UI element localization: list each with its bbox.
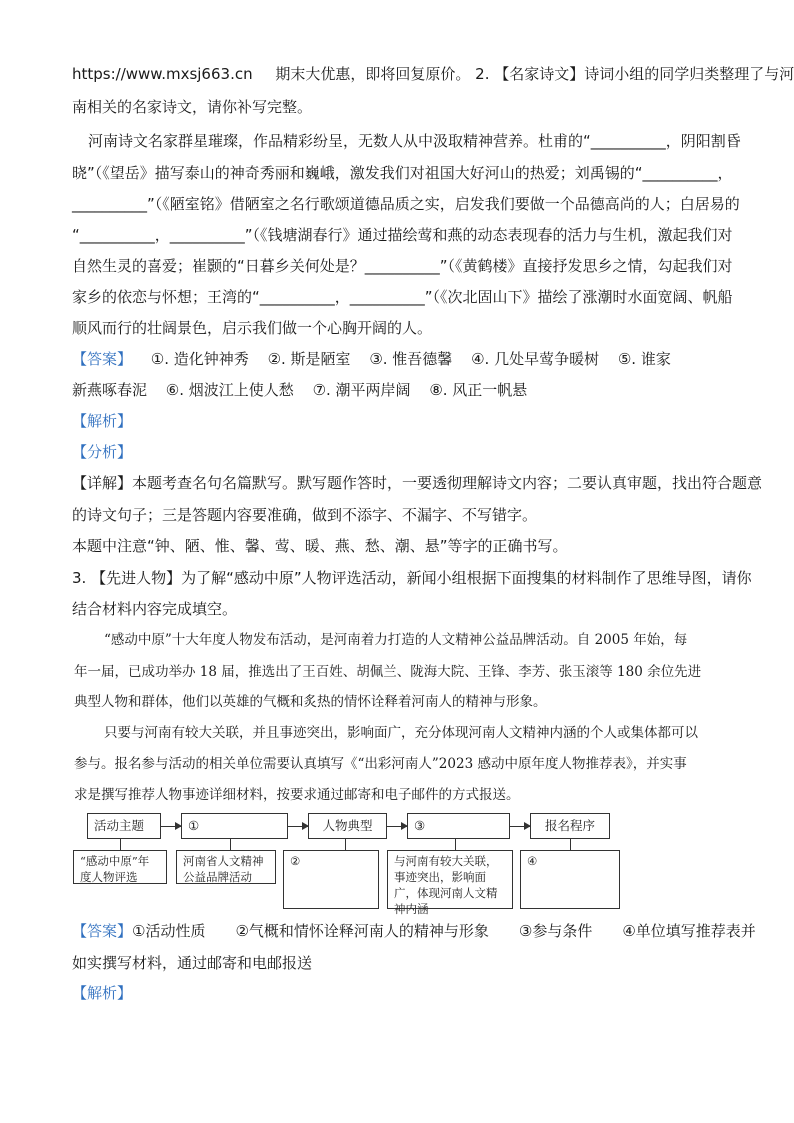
q3-title: 3. 【先进人物】为了解“感动中原”人物评选活动，新闻小组根据下面搜集的材料制作了思维导图，请你 (72, 569, 752, 587)
q2-passage-line: 河南诗文名家群星璀璨，作品精彩纷呈，无数人从中汲取精神营养。杜甫的“__________，阴阳割昏 (88, 132, 741, 150)
q2-title-cont: 南相关的名家诗文，请你补写完整。 (72, 98, 313, 116)
material-line: 求是撰写推荐人物事迹详细材料，按要求通过邮寄和电子邮件的方式报送。 (74, 787, 520, 803)
answer-label: 【答案】 (72, 922, 133, 940)
q2-passage-line: 顺风而行的壮阔景色，启示我们做一个心胸开阔的人。 (72, 319, 433, 337)
material-line: 只要与河南有较大关联，并且事迹突出，影响面广，充分体现河南人文精神内涵的个人或集体都可以 (104, 725, 698, 741)
jiexi-label: 【解析】 (72, 984, 133, 1002)
header-line (72, 64, 794, 84)
q3-answer-line: 【答案】①活动性质 ②气概和情怀诠释河南人的精神与形象 ③参与条件 ④单位填写推荐表并 (72, 922, 756, 940)
map-node-process: 报名程序 (530, 813, 610, 839)
answer-item: ⑧. 风正一帆悬 (429, 381, 528, 399)
map-arrow (387, 826, 407, 827)
q3-title-cont: 结合材料内容完成填空。 (72, 600, 238, 618)
map-connector (120, 839, 121, 850)
answer-item: ①. 造化钟神秀 (150, 350, 249, 368)
q2-passage-line: 家乡的依恋与怀想；王湾的“__________，__________”（《次北固山下》描绘了涨潮时水面宽阔、帆船 (72, 288, 733, 306)
detail-line: 的诗文句子；三是答题内容要准确，做到不添字、不漏字、不写错字。 (72, 506, 538, 524)
map-leaf-theme: “感动中原”年度人物评选 (73, 850, 167, 884)
header-url[interactable]: https://www.mxsj663.cn (72, 65, 253, 83)
answer-item: ④. 几处早莺争暖树 (471, 350, 600, 368)
material-line: 典型人物和群体，他们以英雄的气概和炙热的情怀诠释着河南人的精神与形象。 (74, 694, 547, 710)
jiexi-label: 【解析】 (72, 412, 133, 430)
map-leaf-nature: 河南省人文精神公益品牌活动 (176, 850, 276, 884)
map-leaf-blank-4: ④ (520, 850, 620, 909)
map-arrow (161, 826, 181, 827)
map-connector (570, 839, 571, 850)
material-line: 年一届，已成功举办 18 届，推选出了王百姓、胡佩兰、陇海大院、王锋、李芳、张玉滚等 180 余位先进 (74, 664, 702, 680)
q3-answer-line: 如实撰写材料，通过邮寄和电邮报送 (72, 954, 313, 972)
answer-label: 【答案】 (72, 350, 133, 368)
answer-item: ②. 斯是陋室 (267, 350, 351, 368)
answer-item: 新燕啄春泥 (72, 381, 148, 399)
map-leaf-condition: 与河南有较大关联，事迹突出，影响面广，体现河南人文精神内涵 (387, 850, 513, 909)
answer-item: ⑥. 烟波江上使人愁 (165, 381, 294, 399)
map-connector (345, 839, 346, 850)
detail-line: 本题中注意“钟、陋、惟、馨、莺、暖、燕、愁、潮、悬”等字的正确书写。 (72, 537, 568, 555)
q2-passage-line: “__________，__________”（《钱塘湖春行》通过描绘莺和燕的动态表现春的活力与生机，激起我们对 (72, 226, 733, 244)
answer-item: ⑦. 潮平两岸阔 (312, 381, 411, 399)
map-leaf-blank-2: ② (283, 850, 379, 909)
q2-title: 2. 【名家诗文】诗词小组的同学归类整理了与河 (475, 65, 794, 83)
q2-passage-line: __________”（《陋室铭》借陋室之名行歌颂道德品质之实，启发我们要做一个品德高尚的人；白居易的 (72, 195, 740, 213)
answer-item: ⑤. 谁家 (617, 350, 671, 368)
q2-passage-line: 自然生灵的喜爱；崔颢的“日暮乡关何处是？__________”（《黄鹤楼》直接抒发思乡之情，勾起我们对 (72, 257, 733, 275)
material-line: 参与。报名参与活动的相关单位需要认真填写《“出彩河南人”2023 感动中原年度人物推荐表》，并实事 (74, 756, 687, 772)
map-node-blank-3: ③ (407, 813, 510, 839)
map-arrow (510, 826, 530, 827)
detail-line: 【详解】本题考查名句名篇默写。默写题作答时，一要透彻理解诗文内容；二要认真审题，找出符合题意 (72, 474, 763, 492)
map-node-theme: 活动主题 (87, 813, 161, 839)
material-line: “感动中原”十大年度人物发布活动，是河南着力打造的人文精神公益品牌活动。自 2005 年始，每 (104, 632, 688, 648)
map-node-type: 人物典型 (308, 813, 387, 839)
q2-answer-line (72, 349, 671, 369)
map-node-blank-1: ① (181, 813, 288, 839)
header-promo: 期末大优惠，即将回复原价。 (275, 65, 471, 83)
q2-answer-line (72, 380, 527, 400)
q2-passage-line: 晓”（《望岳》描写泰山的神奇秀丽和巍峨，激发我们对祖国大好河山的热爱；刘禹锡的“__________， (72, 164, 733, 182)
answer-item: ③. 惟吾德馨 (369, 350, 453, 368)
map-arrow (288, 826, 308, 827)
map-connector (455, 839, 456, 850)
map-connector (230, 839, 231, 850)
fenxi-label: 【分析】 (72, 443, 133, 461)
